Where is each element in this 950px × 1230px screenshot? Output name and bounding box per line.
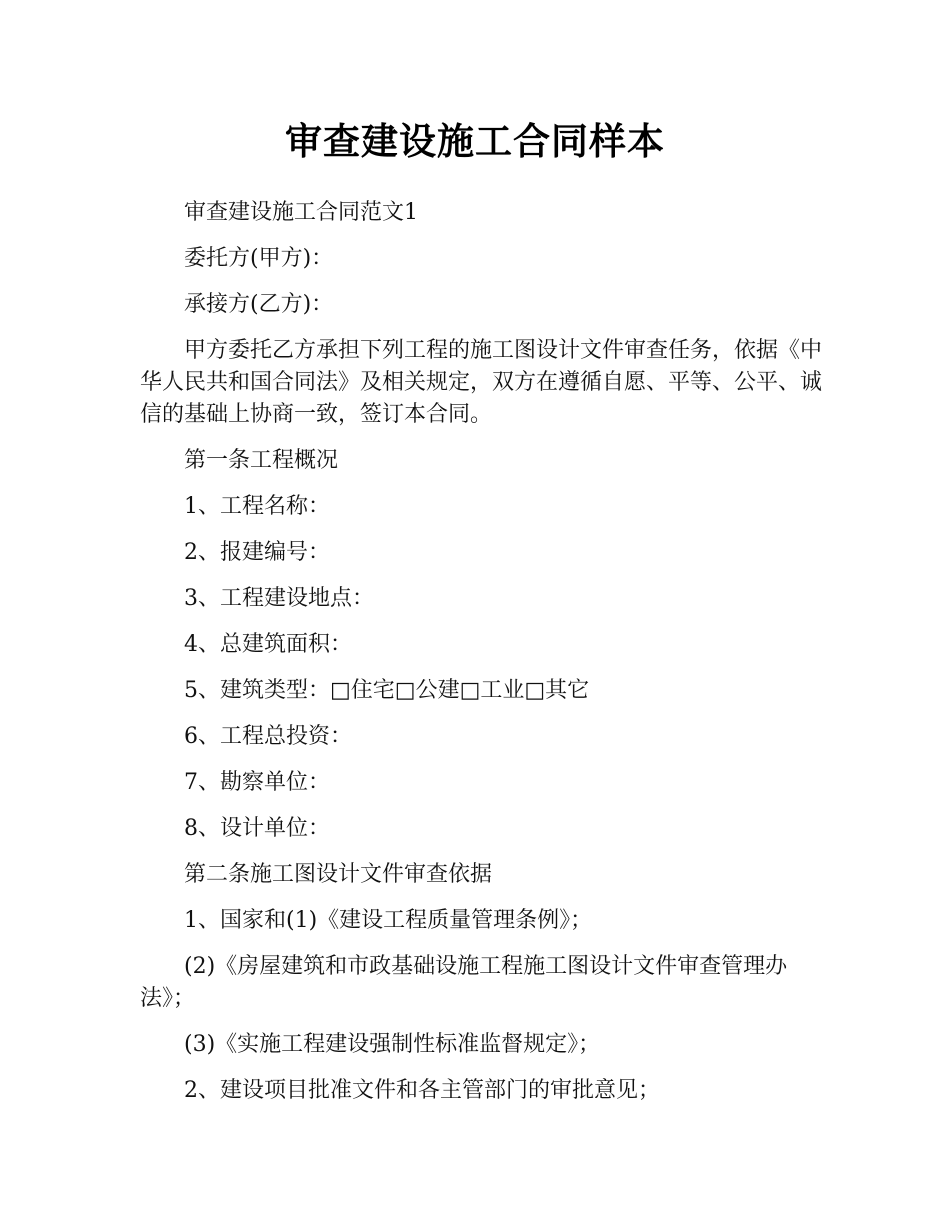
paragraph-project-location: 3、工程建设地点： bbox=[184, 586, 374, 611]
paragraph-filing-number: 2、报建编号： bbox=[184, 540, 330, 565]
paragraph-basis-1-2: (2)《房屋建筑和市政基础设施工程施工图设计文件审查管理办法》； bbox=[140, 954, 788, 1011]
paragraph-basis-2: 2、建设项目批准文件和各主管部门的审批意见； bbox=[184, 1078, 660, 1103]
paragraph-design-unit: 8、设计单位： bbox=[184, 816, 330, 841]
paragraph-survey-unit: 7、勘察单位： bbox=[184, 770, 330, 795]
paragraph-basis-1: 1、国家和(1)《建设工程质量管理条例》； bbox=[184, 908, 593, 933]
document-title: 审查建设施工合同样本 bbox=[285, 120, 665, 163]
paragraph-party-a: 委托方(甲方)： bbox=[184, 246, 334, 271]
paragraph-contract-sample-heading: 审查建设施工合同范文1 bbox=[184, 200, 418, 225]
paragraph-basis-1-3: (3)《实施工程建设强制性标准监督规定》； bbox=[184, 1032, 601, 1057]
paragraph-building-type: 5、建筑类型：□住宅□公建□工业□其它 bbox=[184, 678, 590, 703]
paragraph-preamble: 甲方委托乙方承担下列工程的施工图设计文件审查任务，依据《中华人民共和国合同法》及相关规定，双方在遵循自愿、平等、公平、诚信的基础上协商一致，签订本合同。 bbox=[140, 338, 823, 427]
paragraph-party-b: 承接方(乙方)： bbox=[184, 292, 334, 317]
document-body bbox=[140, 197, 830, 1121]
paragraph-project-name: 1、工程名称： bbox=[184, 494, 330, 519]
paragraph-total-investment: 6、工程总投资： bbox=[184, 724, 352, 749]
paragraph-article-1-heading: 第一条工程概况 bbox=[184, 448, 339, 473]
paragraph-article-2-heading: 第二条施工图设计文件审查依据 bbox=[184, 862, 493, 887]
paragraph-total-area: 4、总建筑面积： bbox=[184, 632, 352, 657]
